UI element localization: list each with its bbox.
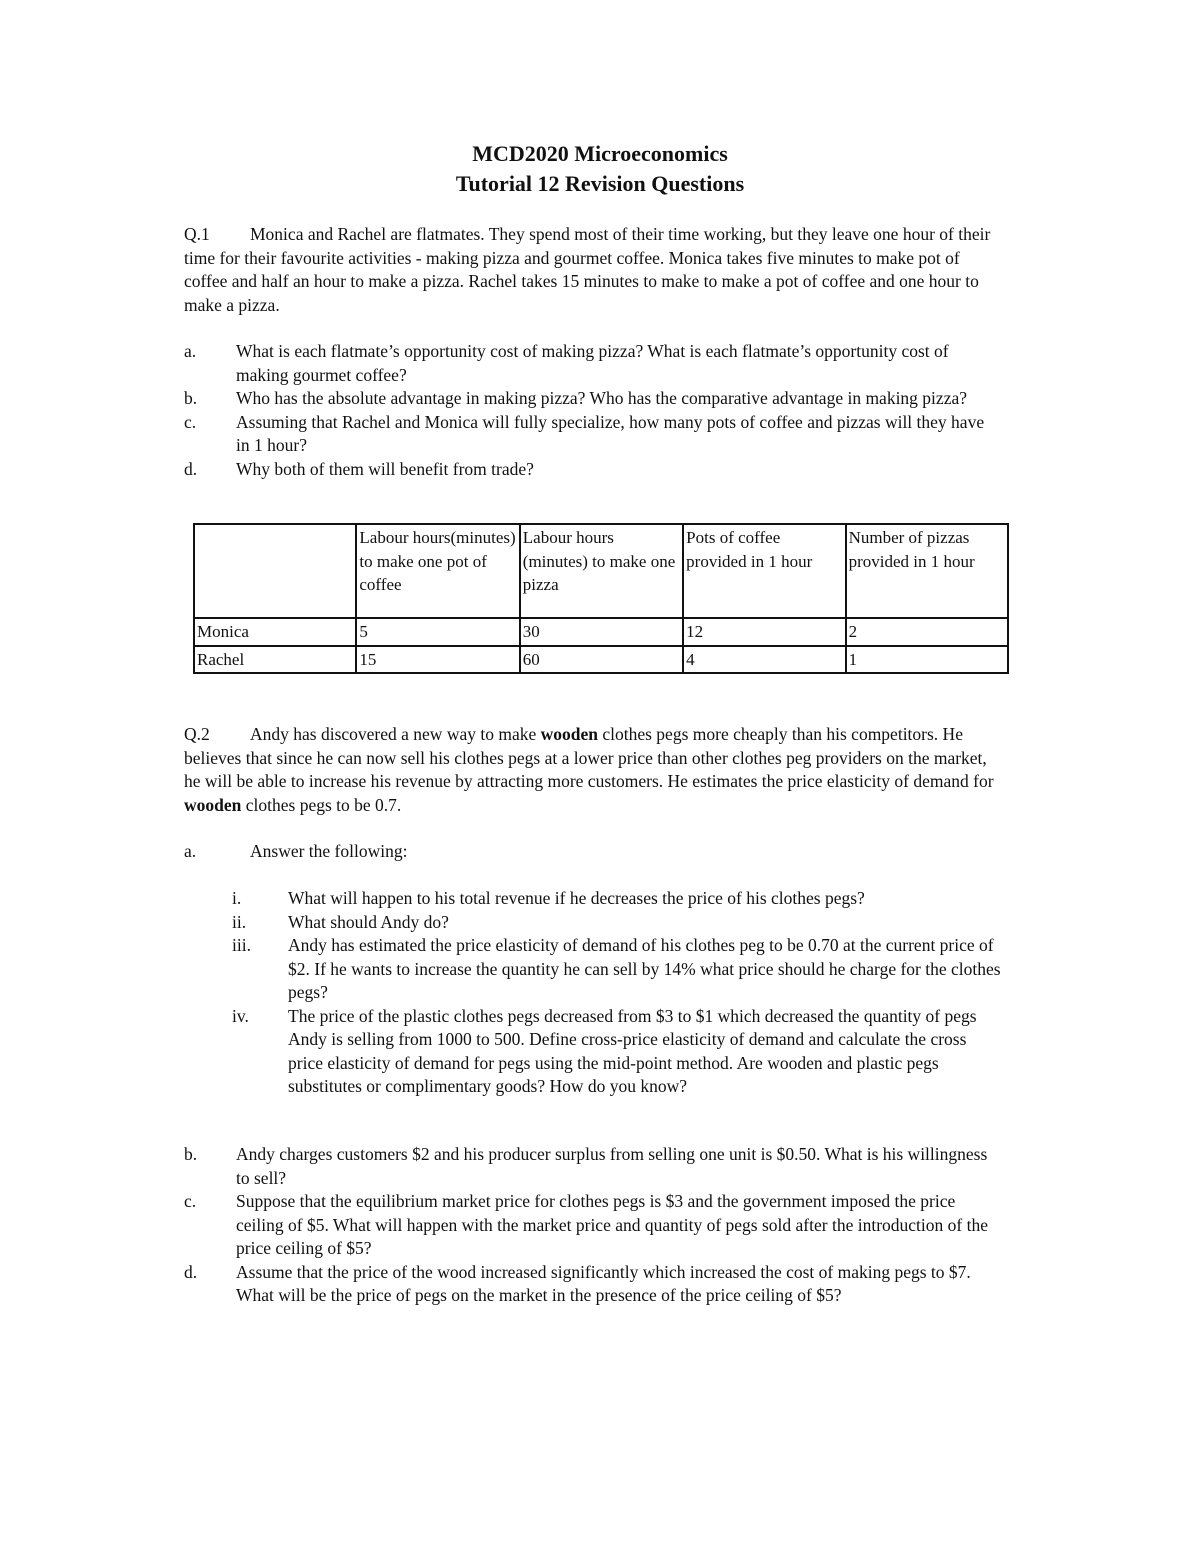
q2-item-text: Assume that the price of the wood increased significantly which increased the cost of making pegs to $7. What will be the price of pegs on the market in the presence of the price ceiling of $5? [236,1261,971,1305]
q1-item-c-marker: c. [184,411,197,432]
table-row [194,646,1008,674]
q2-item-a-text: Answer the following: [250,841,408,861]
q2-subitem-marker: i. [232,888,242,908]
q1-intro-paragraph [184,223,996,317]
q2-subitem-marker: iii. [232,935,251,955]
table-header-cell: Number of pizzas provided in 1 hour [846,524,1008,618]
q2-intro-bold: wooden [184,794,242,815]
table-cell: 30 [520,618,683,646]
q1-item-b-marker: b. [184,388,198,408]
q2-subitem-text: Andy has estimated the price elasticity of demand of his clothes peg to be 0.70 at the current price of $2. If he wants to increase the quantity he can sell by 14% what price should he charge for the clothes pegs? [288,935,1001,1002]
q2-roman-list [232,887,1002,1099]
q2-item-marker: c. [184,1191,197,1211]
table-cell: 2 [846,618,1008,646]
q2-item-text: Andy charges customers $2 and his producer surplus from selling one unit is $0.50. What is his willingness to sell? [236,1144,988,1188]
q1-item-b [184,387,1000,411]
q2-item-c [184,1190,1000,1261]
table-cell: Rachel [194,646,356,674]
q2-item-marker: b. [184,1144,198,1164]
table-cell: Monica [194,618,356,646]
table-header-cell: Labour hours (minutes) to make one pizza [520,524,683,618]
table-header-cell: Pots of coffee provided in 1 hour [683,524,845,618]
q1-production-table [193,523,1009,674]
q1-item-d-text: Why both of them will benefit from trade? [236,458,534,479]
q1-number: Q.1 [184,224,210,244]
table-cell: 12 [683,618,845,646]
q2-subitem-iv [232,1005,1002,1099]
q2-subitem-text: What should Andy do? [288,911,449,932]
q2-subitem-marker: iv. [232,1005,249,1026]
q2-item-a-marker: a. [184,841,197,861]
document-subtitle: Tutorial 12 Revision Questions [455,171,745,196]
q1-item-a-text: What is each flatmate’s opportunity cost of making pizza? What is each flatmate’s opportunity cost of making gourmet coffee? [236,341,949,385]
q1-item-d [184,458,1000,482]
q2-letter-list [184,1143,1000,1308]
q2-subitem-i [232,887,1002,911]
table-header-cell [194,524,356,618]
table-header-cell: Labour hours(minutes) to make one pot of coffee [356,524,519,618]
q1-item-c [184,411,1000,458]
q2-item-marker: d. [184,1261,198,1282]
q2-number: Q.2 [184,724,210,744]
q2-subitem-text: What will happen to his total revenue if he decreases the price of his clothes pegs? [288,888,865,908]
q2-intro-text: clothes pegs to be 0.7. [241,794,402,815]
q2-subitem-text: The price of the plastic clothes pegs decreased from $3 to $1 which decreased the quantity of pegs Andy is selling from 1000 to 500. Define cross-price elasticity of demand and calculate the cross price elasticity of demand for pegs using the mid-point method. Are wooden and plastic pegs substitutes or complimentary goods? How do you know? [288,1005,977,1096]
q2-subitem-marker: ii. [232,911,247,932]
q2-intro-bold: wooden [540,724,598,744]
q2-item-b [184,1143,1000,1190]
q2-item-a [184,840,996,864]
q1-item-a [184,340,1000,387]
table-cell: 4 [683,646,845,674]
table-cell: 15 [356,646,519,674]
q2-subitem-ii [232,911,1002,935]
q2-item-text: Suppose that the equilibrium market price for clothes pegs is $3 and the government imposed the price ceiling of $5. What will happen with the market price and quantity of pegs sold after the introduction of the price ceiling of $5? [236,1191,988,1258]
q2-item-d [184,1261,1000,1308]
table-row [194,618,1008,646]
q2-subitem-iii [232,934,1002,1005]
q1-sub-question-list [184,340,1000,481]
table-header-row [194,524,1008,618]
table-cell: 60 [520,646,683,674]
q2-intro-text: clothes pegs more cheaply than his competitors. He believes that since he can now sell his clothes pegs at a lower price than other clothes peg providers on the market, he will be able to increase his revenue by attracting more customers. He estimates the price elasticity of demand for [184,724,994,791]
table-cell: 1 [846,646,1008,674]
q2-intro-paragraph [184,723,996,817]
q1-intro-text: Monica and Rachel are flatmates. They spend most of their time working, but they leave one hour of their time for their favourite activities - making pizza and gourmet coffee. Monica takes five minutes to make pot of coffee and half an hour to make a pizza. Rachel takes 15 minutes to make to make a pot of coffee and one hour to make a pizza. [184,224,991,315]
q1-item-b-text: Who has the absolute advantage in making pizza? Who has the comparative advantage in making pizza? [236,388,967,408]
document-title: MCD2020 Microeconomics [472,141,728,166]
q2-intro-text: Andy has discovered a new way to make [250,724,541,744]
q1-item-a-marker: a. [184,341,197,361]
q1-item-c-text: Assuming that Rachel and Monica will fully specialize, how many pots of coffee and pizzas will they have in 1 hour? [236,411,985,455]
q1-item-d-marker: d. [184,458,198,479]
table-cell: 5 [356,618,519,646]
